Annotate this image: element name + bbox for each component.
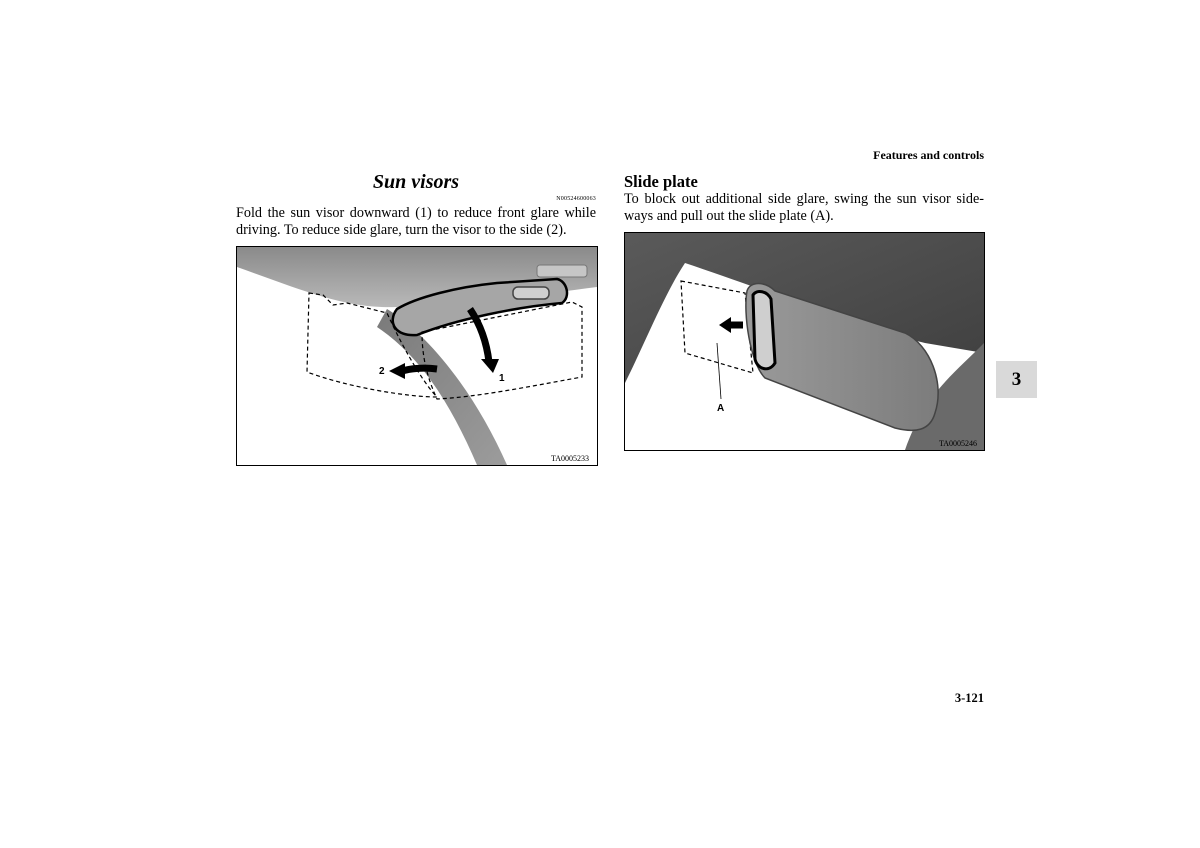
turn-side-arrowhead	[389, 363, 405, 379]
slide-plate-illustration	[624, 232, 985, 451]
slide-plate-handle	[753, 292, 775, 369]
figure-code: TA0005246	[939, 439, 978, 448]
callout-2: 2	[379, 366, 385, 377]
page-number: 3-121	[954, 691, 984, 705]
sun-visor-instructions: Fold the sun visor downward (1) to reduce front glare while driving. To reduce side glare, turn the visor to the side (2).	[236, 205, 596, 238]
section-title: Sun visors	[372, 171, 460, 193]
sun-visor-drawing	[237, 247, 597, 465]
fold-down-arrowhead	[481, 359, 499, 373]
chapter-tab: 3	[996, 361, 1037, 398]
slide-plate-instructions: To block out additional side glare, swing the sun visor side-ways and pull out the slide plate (A).	[624, 191, 984, 224]
dome-light-shape	[537, 265, 587, 277]
callout-1: 1	[499, 373, 505, 384]
vanity-mirror-shape	[513, 287, 549, 299]
figure-code: TA0005233	[551, 454, 590, 463]
slide-plate-heading: Slide plate	[624, 172, 698, 191]
running-header: Features and controls	[873, 148, 984, 162]
document-code: N00524600063	[556, 196, 596, 202]
callout-a: A	[717, 403, 725, 414]
slide-plate-drawing	[625, 233, 984, 450]
sun-visor-illustration	[236, 246, 598, 466]
turn-side-arrow	[402, 368, 437, 371]
